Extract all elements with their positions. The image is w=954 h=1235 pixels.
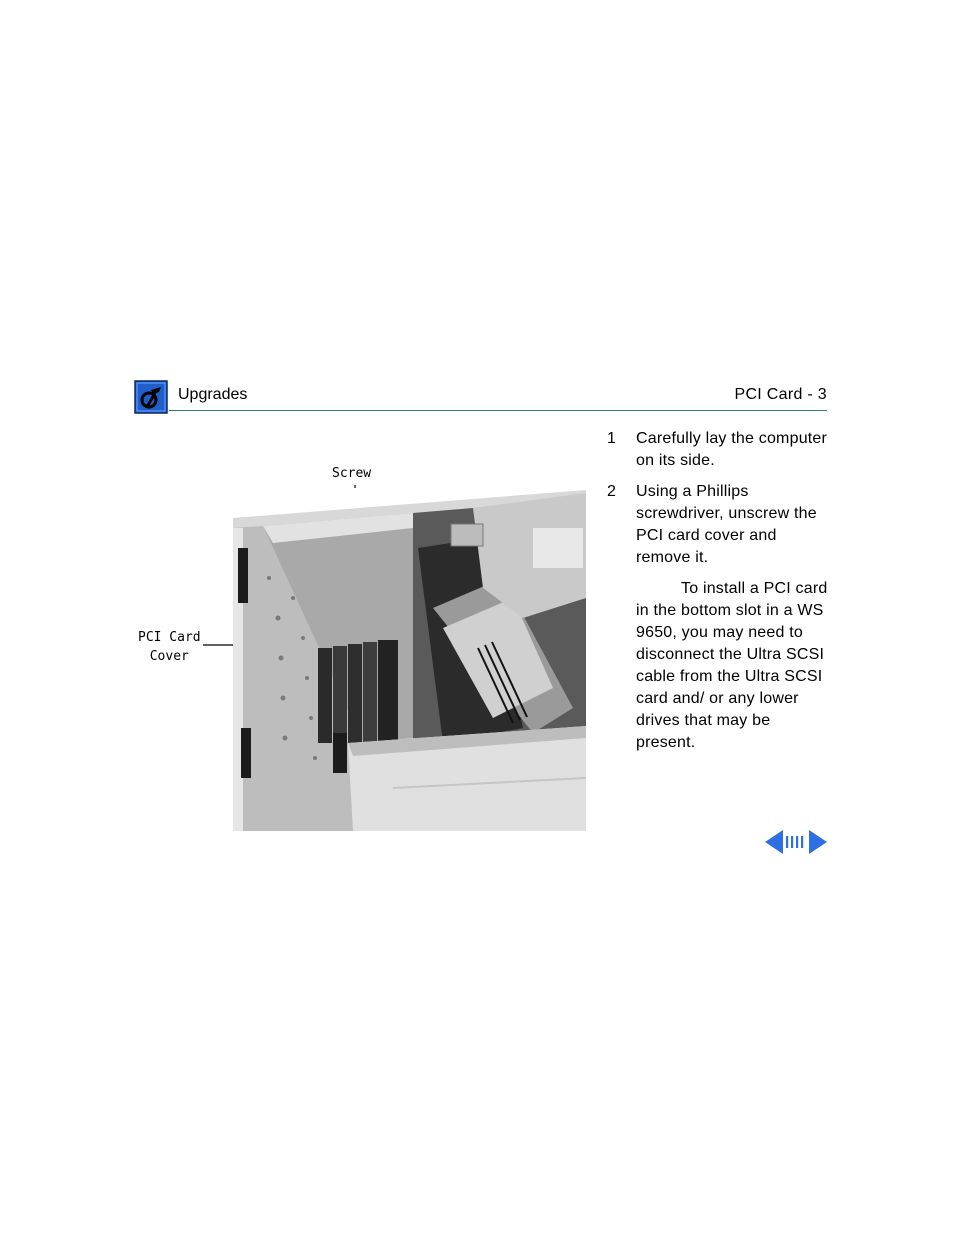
step-number: 1 <box>607 430 617 447</box>
page-label: PCI Card - 3 <box>734 386 827 403</box>
apple-tool-logo-icon <box>134 380 168 414</box>
callout-cover-line1: PCI Card <box>138 630 201 645</box>
callout-screw-label: Screw <box>332 466 372 481</box>
instruction-steps <box>607 428 832 754</box>
step-text: Carefully lay the computer on its side. <box>636 430 828 469</box>
page-header <box>133 378 827 412</box>
step-number: 2 <box>607 483 617 500</box>
page-navigation <box>765 830 827 854</box>
section-title: Upgrades <box>178 386 248 403</box>
page-index-icon[interactable] <box>785 833 807 851</box>
callout-cover-line2: Cover <box>149 649 189 664</box>
computer-case-photo <box>233 488 586 831</box>
step-item <box>607 428 832 472</box>
arrow-right-icon[interactable] <box>809 830 827 854</box>
header-rule <box>169 410 827 411</box>
figure <box>133 460 586 832</box>
step-text: Using a Phillips screwdriver, unscrew the PCI card cover and remove it. <box>636 483 817 566</box>
step-item <box>607 481 832 569</box>
arrow-left-icon[interactable] <box>765 830 783 854</box>
note-text: To install a PCI card in the bottom slot in a WS 9650, you may need to disconnect the Ultra SCSI cable from the Ultra SCSI card and/ or any lower drives that may be present. <box>636 580 828 751</box>
